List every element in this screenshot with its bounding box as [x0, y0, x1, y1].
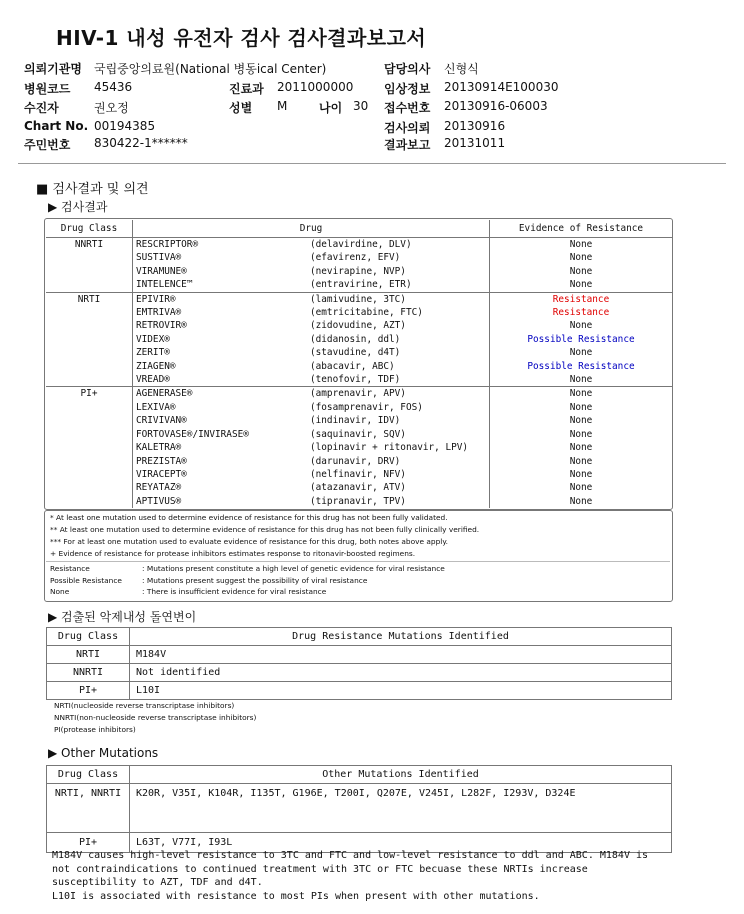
header-divider — [18, 163, 726, 164]
evidence-of-resistance: Resistance — [490, 292, 673, 306]
table-row — [47, 784, 672, 833]
evidence-of-resistance: None — [569, 495, 593, 507]
drug-brand: ZIAGEN® — [136, 360, 176, 372]
col-header-drug: Drug — [133, 220, 490, 238]
drug-class-cell — [46, 401, 133, 414]
mutations-table-header — [47, 628, 672, 646]
header-label: Chart No. — [24, 119, 89, 133]
legend-text: : There is insufficient evidence for viral resistance — [142, 587, 327, 596]
table-row — [46, 265, 672, 278]
header-value: 20130914E100030 — [444, 80, 559, 94]
drug-generic: (atazanavir, ATV) — [307, 481, 490, 494]
drug-generic: (zidovudine, AZT) — [307, 319, 490, 332]
drug-class-cell — [46, 481, 133, 494]
drug-generic: (delavirdine, DLV) — [307, 238, 490, 252]
evidence-of-resistance: None — [569, 347, 593, 359]
drug-brand: VREAD® — [136, 374, 170, 386]
header-label: 접수번호 — [384, 101, 431, 115]
header-value: 830422-1****** — [94, 136, 188, 150]
col-header-class: Drug Class — [47, 628, 130, 646]
evidence-of-resistance: None — [569, 401, 593, 413]
row-value: L63T, V77I, I93L — [130, 833, 672, 853]
drug-brand: INTELENCE™ — [136, 279, 193, 291]
other-mutations-table — [46, 765, 672, 853]
drug-class-cell — [46, 428, 133, 441]
drug-brand: EPIVIR® — [133, 292, 308, 306]
legend-row — [46, 586, 672, 598]
header-label: 나이 — [319, 101, 343, 115]
row-value: K20R, V35I, K104R, I135T, G196E, T200I, Q207E, V245I, L282F, I293V, D324E — [130, 784, 672, 833]
evidence-of-resistance: Possible Resistance — [527, 360, 635, 372]
table-row — [46, 441, 672, 454]
drug-brand: LEXIVA® — [136, 401, 176, 413]
header-clinical-info — [384, 80, 559, 97]
drug-generic: (nevirapine, NVP) — [307, 265, 490, 278]
footnote-line: + Evidence of resistance for protease inhibitors estimates response to ritonavir-boosted regimens. — [50, 549, 416, 558]
legend-row — [46, 563, 672, 575]
col-header-class: Drug Class — [47, 766, 130, 784]
header-value: 45436 — [94, 80, 133, 94]
table-row — [46, 401, 672, 414]
legend-key: Resistance — [50, 564, 90, 573]
drug-class-cell — [46, 441, 133, 454]
header-value: 권오정 — [94, 101, 129, 115]
evidence-of-resistance: None — [569, 442, 593, 454]
table-row — [46, 387, 672, 401]
row-class: NRTI — [47, 646, 130, 664]
drug-generic: (entravirine, ETR) — [307, 278, 490, 292]
header-label: 병원코드 — [24, 82, 71, 96]
table-row — [46, 373, 672, 387]
other-mutations-heading: ▶ Other Mutations — [48, 746, 159, 760]
evidence-of-resistance: None — [569, 239, 593, 250]
col-header-class: Drug Class — [46, 220, 133, 238]
header-value: 00194385 — [94, 119, 156, 133]
drug-generic: (lopinavir + ritonavir, LPV) — [307, 441, 490, 454]
evidence-of-resistance: None — [569, 415, 593, 427]
evidence-of-resistance: None — [569, 428, 593, 440]
footnote-divider — [46, 561, 670, 562]
header-label: 검사의뢰 — [384, 121, 431, 135]
table-row — [46, 251, 672, 264]
abbreviation-line: NRTI(nucleoside reverse transcriptase inhibitors) — [54, 701, 235, 710]
header-report-date — [384, 136, 506, 153]
header-request-date — [384, 119, 506, 136]
row-class: PI+ — [47, 682, 130, 700]
header-age — [319, 99, 369, 116]
drug-generic: (lamivudine, 3TC) — [307, 292, 490, 306]
drug-generic: (nelfinavir, NFV) — [307, 468, 490, 481]
col-header-evidence: Evidence of Resistance — [490, 220, 673, 238]
footnote-line: *** For at least one mutation used to evaluate evidence of resistance for this drug, both notes above apply. — [50, 537, 449, 546]
table-row — [46, 306, 672, 319]
drug-brand: REYATAZ® — [136, 482, 182, 494]
drug-generic: (efavirenz, EFV) — [307, 251, 490, 264]
legend-text: : Mutations present suggest the possibility of viral resistance — [142, 575, 368, 585]
drug-class-cell — [46, 468, 133, 481]
resistance-table — [46, 220, 672, 508]
table-row — [46, 333, 672, 346]
drug-brand: PREZISTA® — [136, 455, 187, 467]
drug-class-cell — [46, 278, 133, 292]
header-value: 20130916 — [444, 119, 506, 133]
evidence-of-resistance: None — [569, 455, 593, 467]
header-resident-id — [24, 136, 188, 153]
mutations-table — [46, 627, 672, 700]
header-value: 20130916-06003 — [444, 99, 548, 113]
evidence-of-resistance: None — [569, 320, 593, 332]
drug-class-cell — [46, 495, 133, 508]
drug-brand: ZERIT® — [136, 347, 170, 359]
drug-class-cell — [46, 333, 133, 346]
drug-brand: APTIVUS® — [136, 495, 182, 507]
table-row — [46, 455, 672, 468]
drug-brand: RESCRIPTOR® — [136, 239, 199, 250]
drug-brand: FORTOVASE®/INVIRASE® — [136, 428, 249, 440]
drug-generic: (abacavir, ABC) — [307, 360, 490, 373]
header-receipt-no — [384, 99, 548, 116]
drug-brand: VIDEX® — [136, 333, 170, 345]
header-hospital-code — [24, 80, 133, 97]
footnotes — [46, 512, 672, 560]
abbreviation-line: PI(protease inhibitors) — [54, 725, 136, 734]
table-row — [46, 495, 672, 508]
row-value: Not identified — [130, 664, 672, 682]
drug-generic: (indinavir, IDV) — [307, 414, 490, 427]
drug-class-cell — [46, 360, 133, 373]
col-header-mutations: Drug Resistance Mutations Identified — [130, 628, 672, 646]
table-row — [46, 238, 672, 252]
row-class: NNRTI — [47, 664, 130, 682]
evidence-of-resistance: None — [569, 265, 593, 277]
header-value: 2011000000 — [277, 80, 354, 94]
evidence-of-resistance: None — [569, 482, 593, 494]
header-physician — [384, 60, 479, 77]
table-row — [46, 292, 672, 306]
results-heading: ▶ 검사결과 — [48, 200, 108, 214]
abbreviation-line: NNRTI(non-nucleoside reverse transcriptase inhibitors) — [54, 713, 257, 722]
drug-class-cell: PI+ — [46, 387, 133, 401]
row-value: L10I — [130, 682, 672, 700]
table-row — [46, 346, 672, 359]
drug-generic: (stavudine, d4T) — [307, 346, 490, 359]
evidence-of-resistance: None — [569, 252, 593, 264]
drug-class-cell — [46, 455, 133, 468]
evidence-of-resistance: None — [569, 374, 593, 386]
drug-class-cell — [46, 373, 133, 387]
drug-brand: VIRAMUNE® — [136, 265, 187, 277]
evidence-of-resistance: Resistance — [552, 307, 610, 319]
table-row — [47, 682, 672, 700]
mutations-heading: ▶ 검출된 악제내성 돌연변이 — [48, 610, 197, 624]
drug-brand: SUSTIVA® — [136, 252, 182, 264]
evidence-of-resistance: None — [569, 279, 593, 291]
drug-generic: (didanosin, ddl) — [307, 333, 490, 346]
comment-paragraph: L10I is associated with resistance to most PIs when present with other mutations. — [52, 890, 540, 902]
legend-key: None — [50, 587, 70, 596]
table-row — [46, 319, 672, 332]
table-row — [46, 360, 672, 373]
section-title: ■ 검사결과 및 의견 — [36, 182, 149, 197]
row-class: PI+ — [47, 833, 130, 853]
legend-text: : Mutations present constitute a high level of genetic evidence for viral resistance — [142, 564, 445, 573]
header-value: 신형식 — [444, 62, 479, 76]
header-label: 임상정보 — [384, 82, 431, 96]
drug-brand: CRIVIVAN® — [136, 415, 187, 427]
report-title: HIV-1 내성 유전자 검사 검사결과보고서 — [56, 26, 427, 50]
drug-brand: KALETRA® — [136, 442, 182, 454]
table-row — [46, 481, 672, 494]
header-patient-name — [24, 99, 129, 116]
drug-generic: (amprenavir, APV) — [307, 387, 490, 401]
header-sex — [229, 99, 288, 116]
table-row — [46, 428, 672, 441]
table-row — [47, 646, 672, 664]
evidence-legend — [46, 563, 672, 598]
header-label: 결과보고 — [384, 138, 431, 152]
drug-class-cell — [46, 319, 133, 332]
drug-generic: (tenofovir, TDF) — [307, 373, 490, 387]
drug-class-cell — [46, 306, 133, 319]
drug-generic: (emtricitabine, FTC) — [307, 306, 490, 319]
drug-brand: RETROVIR® — [136, 320, 187, 332]
header-value: 국립중앙의료원(National 병동ical Center) — [94, 62, 327, 76]
table-row — [46, 278, 672, 292]
drug-generic: (darunavir, DRV) — [307, 455, 490, 468]
header-label: 성별 — [229, 101, 253, 115]
header-label: 담당의사 — [384, 62, 431, 76]
drug-class-cell — [46, 251, 133, 264]
drug-brand: AGENERASE® — [133, 387, 308, 401]
drug-class-cell — [46, 346, 133, 359]
header-department — [229, 80, 354, 97]
resistance-table-header — [46, 220, 672, 238]
drug-generic: (fosamprenavir, FOS) — [307, 401, 490, 414]
drug-class-cell — [46, 265, 133, 278]
header-value: 30 — [353, 99, 369, 113]
evidence-of-resistance: None — [490, 387, 673, 401]
drug-generic: (saquinavir, SQV) — [307, 428, 490, 441]
table-row — [47, 664, 672, 682]
footnote-line: ** At least one mutation used to determine evidence of resistance for this drug has not been fully clinically verified. — [50, 525, 480, 534]
table-row — [46, 414, 672, 427]
drug-class-cell: NNRTI — [46, 238, 133, 252]
header-label: 수진자 — [24, 101, 59, 115]
footnote-line: * At least one mutation used to determine evidence of resistance for this drug has not been fully validated. — [50, 513, 448, 522]
resistance-table-body — [46, 238, 672, 509]
header-label: 의뢰기관명 — [24, 62, 82, 76]
table-row — [46, 468, 672, 481]
header-institution — [24, 60, 327, 77]
legend-key: Possible Resistance — [50, 575, 122, 585]
header-label: 진료과 — [229, 82, 264, 96]
drug-brand: VIRACEPT® — [136, 468, 187, 480]
header-value: M — [277, 99, 288, 113]
evidence-of-resistance: None — [569, 468, 593, 480]
drug-class-cell — [46, 414, 133, 427]
row-class: NRTI, NNRTI — [47, 784, 130, 833]
drug-brand: EMTRIVA® — [136, 307, 182, 319]
header-chart-no — [24, 119, 156, 133]
interpretation-comments — [52, 849, 672, 903]
header-label: 주민번호 — [24, 138, 71, 152]
legend-row — [46, 575, 672, 587]
row-value: M184V — [130, 646, 672, 664]
evidence-of-resistance: Possible Resistance — [527, 333, 635, 345]
drug-class-cell: NRTI — [46, 292, 133, 306]
drug-generic: (tipranavir, TPV) — [307, 495, 490, 508]
header-value: 20131011 — [444, 136, 506, 150]
other-table-header — [47, 766, 672, 784]
col-header-other: Other Mutations Identified — [130, 766, 672, 784]
comment-paragraph: M184V causes high-level resistance to 3TC and FTC and low-level resistance to ddl and ABC. M184V is not contraindications to continued treatment with 3TC or FTC becuase these NRTIs increase susceptibility to AZT, TDF and d4T. — [52, 850, 649, 888]
